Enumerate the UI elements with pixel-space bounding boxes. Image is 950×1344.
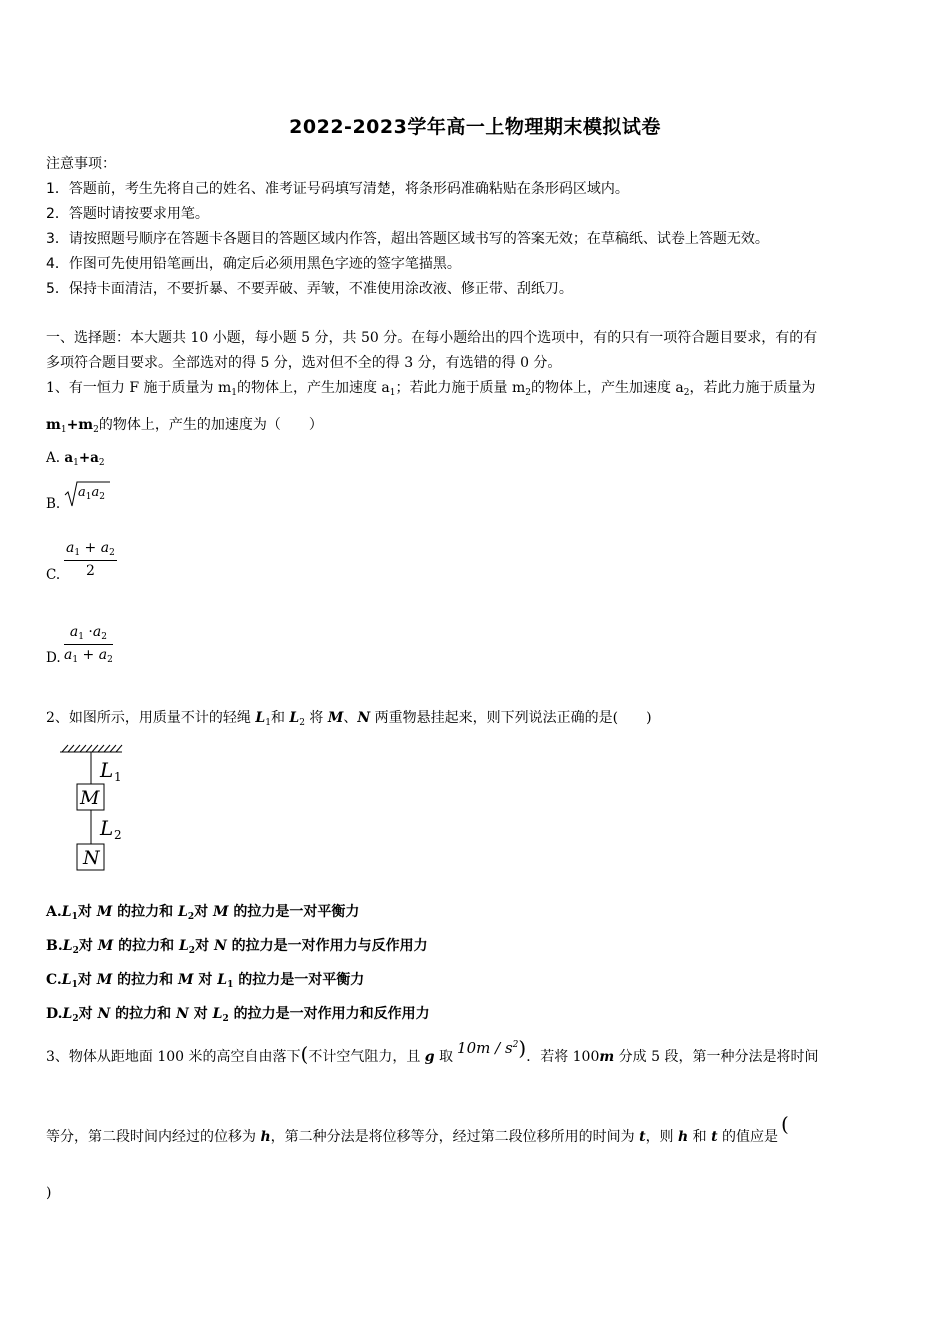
q3-text: 的值应是: [717, 1129, 779, 1145]
var-a: a: [91, 485, 100, 500]
plus-sign: +: [84, 540, 97, 556]
q2-text: 2、如图所示，用质量不计的轻绳: [46, 710, 256, 726]
q1-text: 的物体上，产生加速度 a: [530, 380, 684, 396]
q2-option-a[interactable]: [46, 901, 359, 922]
superscript: 2: [512, 1040, 519, 1050]
var: M: [96, 972, 113, 988]
option-text: 的拉力和: [113, 938, 179, 954]
subscript: 2: [98, 458, 105, 468]
var-t: t: [711, 1129, 718, 1145]
acceleration-value: [457, 1039, 518, 1057]
option-text: 的拉力是一对作用力与反作用力: [226, 938, 428, 954]
subscript: 2: [99, 492, 105, 502]
var: M: [97, 938, 114, 954]
var-a: a: [92, 624, 102, 640]
option-label: B.: [46, 938, 63, 954]
q1-stem-line1: [46, 377, 816, 398]
subscript: 2: [187, 912, 195, 922]
var-M: M: [327, 710, 344, 726]
q1-option-d-label[interactable]: D.: [46, 650, 61, 666]
subscript: 2: [188, 946, 196, 956]
subscript: 1: [227, 980, 234, 990]
hanging-masses-figure: [56, 740, 146, 875]
q1-option-c-formula: [64, 540, 117, 579]
denominator: 2: [85, 563, 95, 579]
var: L: [217, 972, 228, 988]
option-text: 对: [77, 904, 97, 920]
var: L: [61, 972, 72, 988]
var-a: a: [78, 485, 86, 500]
ceiling-hatch: [60, 745, 122, 752]
page-title: 2022-2023学年高一上物理期末模拟试卷: [289, 116, 661, 138]
option-text: 的拉力是一对平衡力: [233, 972, 365, 988]
var-L: L: [255, 710, 266, 726]
subscript: 2: [525, 388, 531, 398]
var: M: [96, 904, 113, 920]
label-L2: L: [100, 816, 114, 840]
var: L: [62, 938, 73, 954]
dot-sign: ·: [88, 624, 93, 640]
section-intro-line1: 一、选择题：本大题共 10 小题，每小题 5 分，共 50 分。在每小题给出的四个选项中，有的只有一项符合题目要求，有的有: [46, 330, 818, 346]
var: M: [178, 972, 194, 988]
option-text: 对: [77, 972, 97, 988]
var: L: [62, 1006, 73, 1022]
var-a: a: [100, 540, 110, 556]
q3-stem-line2: [46, 1112, 789, 1146]
option-label: A.: [46, 450, 61, 466]
var-a: a: [98, 647, 108, 663]
option-text: 的拉力是一对平衡力: [228, 904, 360, 920]
label-L2-sub: 2: [114, 828, 122, 842]
q3-text: ．若将 100: [526, 1049, 600, 1065]
q1-text: ，若此力施于质量为: [689, 380, 816, 396]
option-text: 的拉力和: [112, 904, 178, 920]
subscript: 2: [101, 632, 107, 642]
option-text: +a: [78, 450, 99, 466]
q3-text: 和: [688, 1129, 712, 1145]
q3-text: ，则: [645, 1129, 679, 1145]
q3-close-paren: ): [46, 1185, 52, 1201]
q1-stem-line2: [46, 414, 323, 435]
notice-item: 1．答题前，考生先将自己的姓名、准考证号码填写清楚，将条形码准确粘贴在条形码区域内。: [46, 181, 629, 197]
option-text: 对: [78, 938, 98, 954]
var-g: g: [424, 1049, 435, 1065]
subscript: 2: [72, 1014, 79, 1024]
paren: (: [300, 1042, 309, 1066]
var: L: [212, 1006, 223, 1022]
option-text: 的拉力是一对作用力和反作用力: [228, 1006, 430, 1022]
q2-option-b[interactable]: [46, 935, 428, 956]
subscript: 1: [71, 912, 78, 922]
subscript: 1: [389, 388, 396, 398]
q2-stem: [46, 707, 652, 728]
q3-text: 等分，第二段时间内经过的位移为: [46, 1129, 261, 1145]
q3-text: 3、物体从距地面 100 米的高空自由落下: [46, 1049, 301, 1065]
subscript: 2: [93, 425, 99, 435]
accel-text: 10m / s: [457, 1039, 513, 1057]
subscript: 1: [71, 980, 78, 990]
var-t: t: [639, 1129, 646, 1145]
subscript: 1: [85, 492, 92, 502]
q1-text: +m: [66, 417, 94, 433]
var: N: [213, 938, 227, 954]
q1-option-d-formula: [64, 624, 113, 665]
q3-text: ，第二种分法是将位移等分，经过第二段位移所用的时间为: [270, 1129, 640, 1145]
option-text: 对: [193, 972, 218, 988]
var-a: a: [69, 624, 79, 640]
label-N: N: [83, 847, 100, 869]
var-a: a: [66, 540, 75, 556]
option-label: D.: [46, 1006, 63, 1022]
subscript: 2: [72, 946, 79, 956]
subscript: 2: [222, 1014, 229, 1024]
q1-option-b-label[interactable]: B.: [46, 496, 61, 512]
option-label: A.: [46, 904, 62, 920]
var: L: [61, 904, 72, 920]
var-h: h: [260, 1129, 271, 1145]
q1-text: 1、有一恒力 F 施于质量为 m: [46, 380, 232, 396]
fraction: [64, 624, 113, 665]
var-h: h: [678, 1129, 689, 1145]
paren: (: [781, 1112, 789, 1136]
subscript: 1: [78, 632, 84, 642]
subscript: 2: [683, 388, 690, 398]
q1-text: m: [46, 417, 61, 433]
section-intro-line2: 多项符合题目要求。全部选对的得 5 分，选对但不全的得 3 分，有选错的得 0 分。: [46, 355, 562, 371]
q1-option-c-label[interactable]: C.: [46, 567, 61, 583]
var-a: a: [64, 647, 73, 663]
q1-option-a[interactable]: [46, 450, 105, 468]
notice-item: 2．答题时请按要求用笔。: [46, 206, 209, 222]
option-text: 的拉力和: [112, 972, 179, 988]
var-N: N: [357, 710, 371, 726]
subscript: 1: [73, 458, 79, 468]
q3-text: 不计空气阻力，且: [308, 1049, 425, 1065]
label-L1: L: [100, 758, 114, 782]
var: N: [176, 1006, 189, 1022]
q1-text: 的物体上，产生的加速度为（ ）: [98, 417, 323, 433]
option-text: 对: [194, 904, 213, 920]
plus-sign: +: [82, 647, 95, 663]
var: L: [178, 938, 189, 954]
var-L: L: [289, 710, 300, 726]
paren: ): [518, 1036, 527, 1060]
subscript: 1: [231, 388, 237, 398]
label-L1-sub: 1: [114, 770, 122, 784]
notice-item: 5．保持卡面清洁，不要折暴、不要弄破、弄皱，不准使用涂改液、修正带、刮纸刀。: [46, 281, 573, 297]
q3-stem-line1: [46, 1036, 819, 1066]
option-text: 对: [188, 1006, 213, 1022]
var-m: m: [599, 1049, 615, 1065]
notice-item: 4．作图可先使用铅笔画出，确定后必须用黑色字迹的签字笔描黑。: [46, 256, 461, 272]
q2-text: 和: [270, 710, 290, 726]
subscript: 2: [299, 718, 305, 728]
notice-item: 3．请按照题号顺序在答题卡各题目的答题区域内作答，超出答题区域书写的答案无效；在草稿纸、试卷上答题无效。: [46, 231, 769, 247]
q1-text: ；若此力施于质量 m: [395, 380, 526, 396]
option-text: 的拉力和: [110, 1006, 177, 1022]
q2-text: 、: [343, 710, 358, 726]
q2-option-d[interactable]: [46, 1003, 430, 1024]
subscript: 1: [60, 425, 67, 435]
subscript: 1: [72, 655, 79, 665]
subscript: 1: [265, 718, 271, 728]
q2-text: 将: [309, 710, 328, 726]
option-text: 对: [195, 938, 214, 954]
option-label: C.: [46, 972, 62, 988]
var: L: [177, 904, 188, 920]
q3-text: 分成 5 段，第一种分法是将时间: [614, 1049, 819, 1065]
notice-heading: 注意事项：: [46, 156, 116, 172]
q2-text: 两重物悬挂起来，则下列说法正确的是( ): [374, 710, 652, 726]
q2-option-c[interactable]: [46, 969, 364, 990]
option-text: 对: [78, 1006, 98, 1022]
label-M: M: [80, 787, 100, 809]
subscript: 2: [107, 655, 113, 665]
option-text: a: [64, 450, 74, 466]
var: M: [212, 904, 229, 920]
subscript: 1: [74, 548, 81, 558]
var: N: [97, 1006, 111, 1022]
fraction: [64, 540, 117, 579]
q3-text: 取: [434, 1049, 454, 1065]
subscript: 2: [109, 548, 115, 558]
q1-text: 的物体上，产生加速度 a: [236, 380, 390, 396]
